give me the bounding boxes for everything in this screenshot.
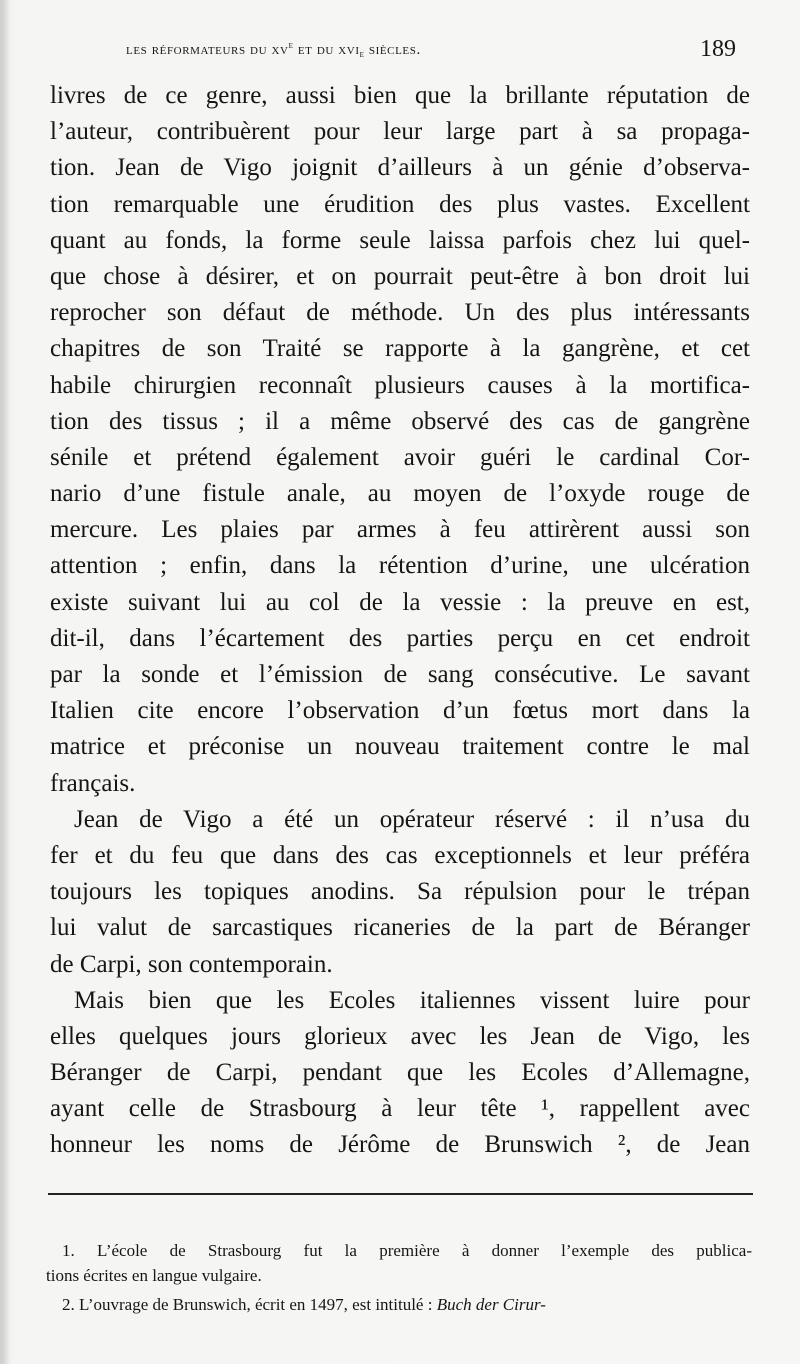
- text-line: sénile et prétend également avoir guéri le cardinal Cor-: [50, 443, 750, 471]
- text-line: tion remarquable une érudition des plus vastes. Excellent: [50, 190, 750, 218]
- text-line: toujours les topiques anodins. Sa répulsion pour le trépan: [50, 878, 750, 906]
- footnote-2-text: 2. L’ouvrage de Brunswich, écrit en 1497, est intitulé :: [62, 1295, 437, 1314]
- text-line: tion. Jean de Vigo joignit d’ailleurs à un génie d’observa-: [50, 154, 750, 182]
- header-title-part2: et du xvi: [293, 42, 360, 58]
- text-line: Béranger de Carpi, pendant que les Ecoles d’Allemagne,: [50, 1059, 750, 1087]
- header-title-part3: siècles.: [364, 42, 421, 58]
- text-line: elles quelques jours glorieux avec les Jean de Vigo, les: [50, 1022, 750, 1050]
- text-line: mercure. Les plaies par armes à feu attirèrent aussi son: [50, 516, 750, 544]
- text-line: reprocher son défaut de méthode. Un des plus intéressants: [50, 299, 750, 327]
- text-line: nario d’une fistule anale, au moyen de l’oxyde rouge de: [50, 480, 750, 508]
- footnote-2-title: Buch der Cirur-: [436, 1295, 546, 1314]
- text-line: chapitres de son Traité se rapporte à la gangrène, et cet: [50, 335, 750, 363]
- header-title-subscript: e: [359, 49, 365, 60]
- text-line: l’auteur, contribuèrent pour leur large part à sa propaga-: [50, 118, 750, 146]
- footnote-2: [46, 1292, 752, 1317]
- text-line: quant au fonds, la forme seule laissa parfois chez lui quel-: [50, 226, 750, 254]
- text-line: fer et du feu que dans des cas exceptionnels et leur préféra: [50, 841, 750, 869]
- text-line: Italien cite encore l’observation d’un fœtus mort dans la: [50, 697, 750, 725]
- text-line: tion des tissus ; il a même observé des cas de gangrène: [50, 407, 750, 435]
- text-line: ayant celle de Strasbourg à leur tête ¹, rappellent avec: [50, 1095, 750, 1123]
- text-line: français.: [50, 769, 136, 797]
- footnotes: [46, 1238, 752, 1317]
- text-line: que chose à désirer, et on pourrait peut-être à bon droit lui: [50, 262, 750, 290]
- header-title-part1: les réformateurs du xv: [126, 42, 289, 58]
- text-line: Mais bien que les Ecoles italiennes vissent luire pour: [74, 986, 750, 1014]
- footnote-1-line-2: tions écrites en langue vulgaire.: [46, 1266, 262, 1285]
- text-line: par la sonde et l’émission de sang consécutive. Le savant: [50, 661, 750, 688]
- page-number: 189: [700, 36, 736, 62]
- text-line: livres de ce genre, aussi bien que la brillante réputation de: [50, 82, 750, 109]
- text-line: Jean de Vigo a été un opérateur réservé : il n’usa du: [74, 805, 750, 833]
- text-line: attention ; enfin, dans la rétention d’urine, une ulcération: [50, 552, 750, 580]
- header-title-superscript: e: [288, 40, 294, 51]
- text-line: lui valut de sarcastiques ricaneries de la part de Béranger: [50, 914, 750, 942]
- text-line: dit-il, dans l’écartement des parties perçu en cet endroit: [50, 624, 750, 652]
- text-line: matrice et préconise un nouveau traitement contre le mal: [50, 733, 750, 761]
- footnote-1-line-1: 1. L’école de Strasbourg fut la première à donner l’exemple des publica-: [62, 1241, 752, 1260]
- page-gutter-shadow: [0, 0, 10, 1364]
- text-line: existe suivant lui au col de la vessie : la preuve en est,: [50, 588, 750, 616]
- text-line: habile chirurgien reconnaît plusieurs causes à la mortifica-: [50, 371, 750, 399]
- text-line: de Carpi, son contemporain.: [50, 950, 333, 978]
- body-text: [50, 78, 750, 1164]
- text-line: honneur les noms de Jérôme de Brunswich ², de Jean: [50, 1131, 750, 1159]
- footnote-separator: [48, 1193, 753, 1195]
- running-header: [126, 40, 666, 60]
